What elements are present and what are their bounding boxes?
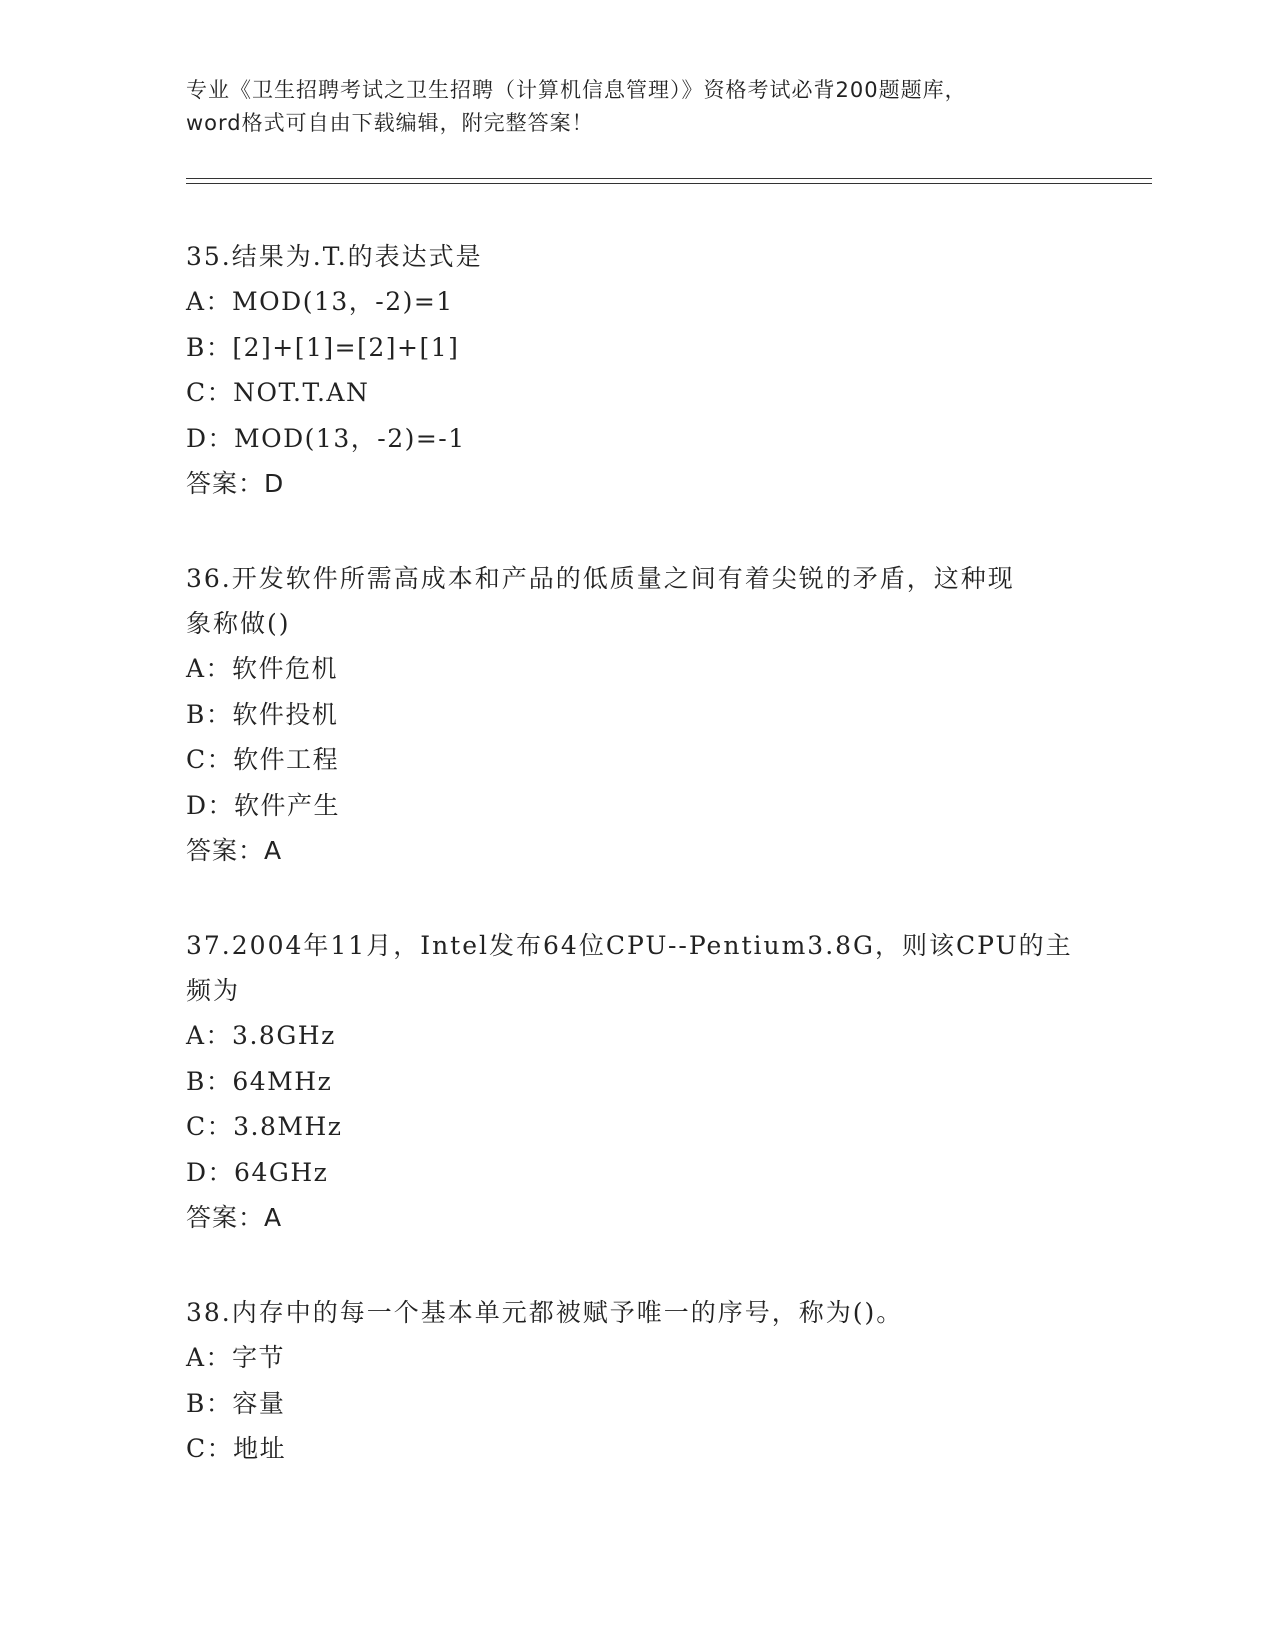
question-stem-line-2: 象称做()	[186, 609, 291, 638]
question-stem: 38.内存中的每一个基本单元都被赋予唯一的序号，称为()。	[186, 1298, 904, 1327]
header-line-1: 专业《卫生招聘考试之卫生招聘（计算机信息管理）》资格考试必背200题题库，	[186, 78, 967, 102]
answer: 答案：D	[186, 469, 285, 498]
question-stem-line-1: 37.2004年11月，Intel发布64位CPU--Pentium3.8G，则该CPU的主	[186, 931, 1073, 960]
question-35	[186, 234, 1086, 506]
option-a: A：软件危机	[186, 654, 339, 683]
option-c: C：软件工程	[186, 745, 340, 774]
question-38	[186, 1290, 1086, 1472]
question-stem-line-2: 频为	[186, 976, 241, 1005]
option-a: A：3.8GHz	[186, 1021, 336, 1050]
option-b: B：软件投机	[186, 699, 339, 729]
answer: 答案：A	[186, 836, 283, 865]
header-line-2: word格式可自由下载编辑，附完整答案！	[186, 111, 594, 135]
option-b: B：容量	[186, 1388, 286, 1418]
question-37	[186, 923, 1086, 1240]
option-c: C：地址	[186, 1434, 287, 1463]
question-36	[186, 556, 1086, 873]
option-c: C：3.8MHz	[186, 1112, 343, 1141]
option-d: D：MOD(13，-2)=-1	[186, 423, 466, 453]
answer: 答案：A	[186, 1203, 283, 1232]
option-b: B：64MHz	[186, 1066, 333, 1096]
question-stem-line-1: 36.开发软件所需高成本和产品的低质量之间有着尖锐的矛盾，这种现	[186, 564, 1015, 593]
question-list	[186, 234, 1086, 1522]
question-stem: 35.结果为.T.的表达式是	[186, 242, 483, 271]
header-divider-bottom	[186, 183, 1152, 184]
option-b: B：[2]+[1]=[2]+[1]	[186, 332, 460, 362]
document-header	[186, 74, 1086, 140]
option-a: A：MOD(13，-2)=1	[186, 287, 454, 316]
option-d: D：64GHz	[186, 1157, 329, 1187]
option-c: C：NOT.T.AN	[186, 378, 370, 407]
option-a: A：字节	[186, 1343, 286, 1372]
header-divider-top	[186, 178, 1152, 179]
option-d: D：软件产生	[186, 790, 341, 820]
